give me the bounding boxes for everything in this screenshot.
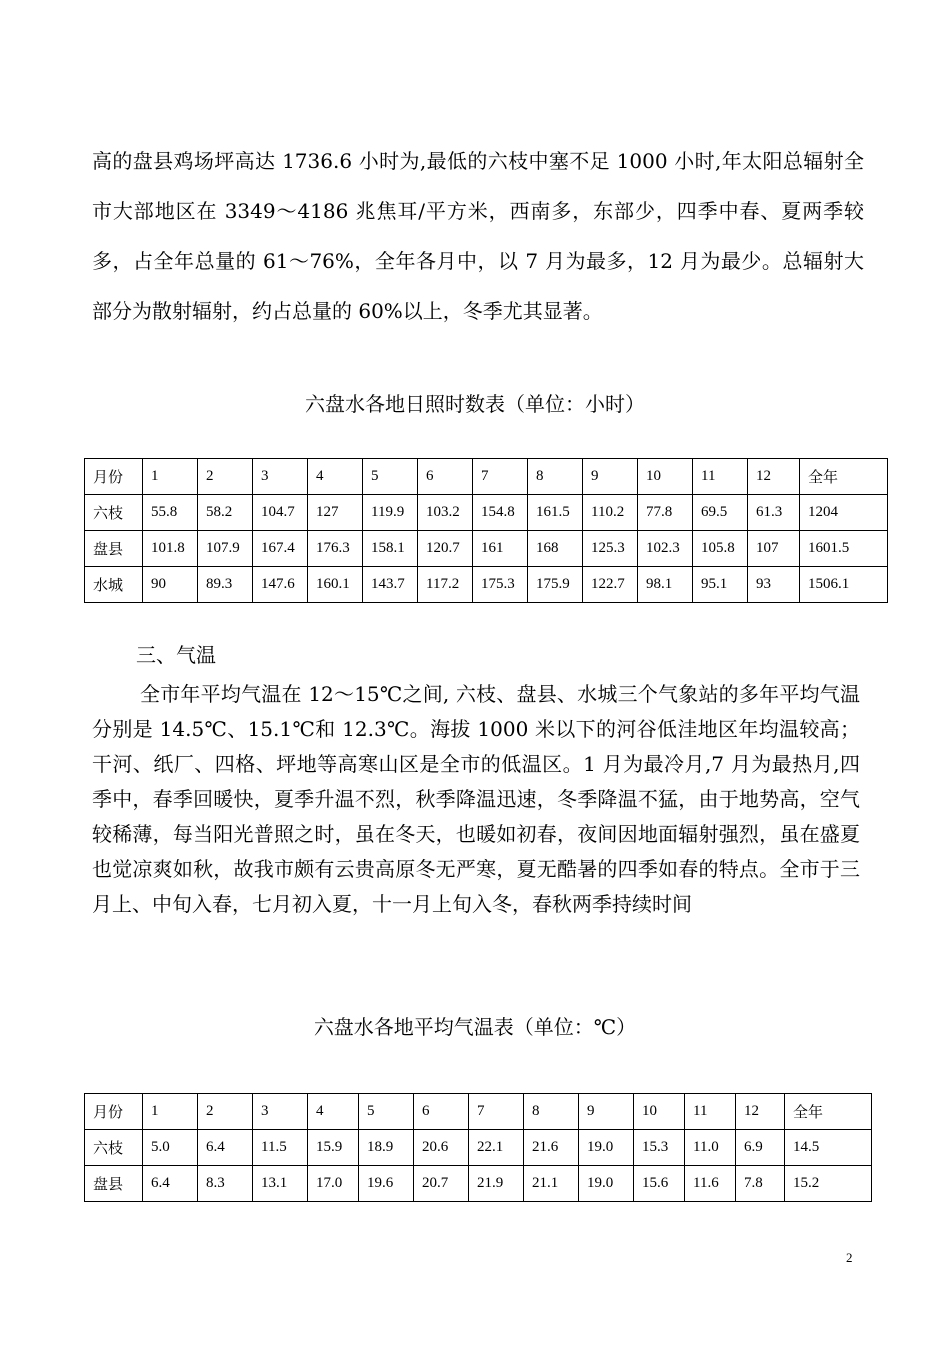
value-cell: 89.3 [198,567,253,603]
row-label-cell: 盘县 [85,1166,143,1202]
value-cell: 15.2 [785,1166,872,1202]
value-cell: 104.7 [253,495,308,531]
header-cell: 5 [363,459,418,495]
sunshine-table-body [85,459,888,603]
header-cell: 4 [308,1094,359,1130]
value-cell: 19.6 [359,1166,414,1202]
value-cell: 21.6 [524,1130,579,1166]
value-cell: 175.3 [473,567,528,603]
value-cell: 158.1 [363,531,418,567]
temperature-table [84,1093,872,1202]
temperature-table-body [85,1094,872,1202]
value-cell: 98.1 [638,567,693,603]
value-cell: 160.1 [308,567,363,603]
value-cell: 20.6 [414,1130,469,1166]
value-cell: 69.5 [693,495,748,531]
value-cell: 11.0 [685,1130,736,1166]
value-cell: 13.1 [253,1166,308,1202]
value-cell: 103.2 [418,495,473,531]
value-cell: 122.7 [583,567,638,603]
temperature-row [85,1130,872,1166]
value-cell: 22.1 [469,1130,524,1166]
header-cell: 12 [748,459,800,495]
value-cell: 161.5 [528,495,583,531]
value-cell: 120.7 [418,531,473,567]
value-cell: 21.9 [469,1166,524,1202]
value-cell: 125.3 [583,531,638,567]
header-cell: 1 [143,1094,198,1130]
value-cell: 15.6 [634,1166,685,1202]
value-cell: 55.8 [143,495,198,531]
value-cell: 11.5 [253,1130,308,1166]
value-cell: 90 [143,567,198,603]
temperature-row [85,1166,872,1202]
paragraph-temperature [92,677,860,922]
value-cell: 6.4 [198,1130,253,1166]
value-cell: 95.1 [693,567,748,603]
value-cell: 8.3 [198,1166,253,1202]
value-cell: 143.7 [363,567,418,603]
value-cell: 107.9 [198,531,253,567]
header-cell: 5 [359,1094,414,1130]
header-cell: 3 [253,459,308,495]
value-cell: 19.0 [579,1166,634,1202]
value-cell: 18.9 [359,1130,414,1166]
value-cell: 161 [473,531,528,567]
header-cell: 8 [528,459,583,495]
value-cell: 117.2 [418,567,473,603]
header-cell: 10 [634,1094,685,1130]
temperature-header-row [85,1094,872,1130]
paragraph-solar-radiation: 高的盘县鸡场坪高达 1736.6 小时为,最低的六枝中塞不足 1000 小时,年太阳总辐射全市大部地区在 3349～4186 兆焦耳/平方米，西南多，东部少，四季中春、夏两季较多，占全年总量的 61～76%，全年各月中，以 7 月为最多，12 月为最少。总辐射大部分为散射辐射，约占总量的 60%以上，冬季尤其显著。 [92,149,864,323]
value-cell: 119.9 [363,495,418,531]
header-cell: 12 [736,1094,785,1130]
value-cell: 110.2 [583,495,638,531]
value-cell: 15.3 [634,1130,685,1166]
header-cell: 7 [469,1094,524,1130]
sunshine-row [85,531,888,567]
value-cell: 19.0 [579,1130,634,1166]
value-cell: 20.7 [414,1166,469,1202]
value-cell: 5.0 [143,1130,198,1166]
sunshine-header-row [85,459,888,495]
sunshine-row [85,567,888,603]
header-cell: 2 [198,459,253,495]
value-cell: 107 [748,531,800,567]
value-cell: 147.6 [253,567,308,603]
paragraph-temperature-text: 全市年平均气温在 12～15℃之间, 六枝、盘县、水城三个气象站的多年平均气温分别是 14.5℃、15.1℃和 12.3℃。海拔 1000 米以下的河谷低洼地区年均温较高；干河、纸厂、四格、坪地等高寒山区是全市的低温区。1 月为最冷月,7 月为最热月,四季中，春季回暖快，夏季升温不烈，秋季降温迅速，冬季降温不猛，由于地势高，空气较稀薄，每当阳光普照之时，虽在冬天，也暖如初春，夜间因地面辐射强烈，虽在盛夏也觉凉爽如秋，故我市颇有云贵高原冬无严寒，夏无酷暑的四季如春的特点。全市于三月上、中旬入春，七月初入夏，十一月上旬入冬，春秋两季持续时间 [92,682,860,916]
value-cell: 6.9 [736,1130,785,1166]
header-cell: 7 [473,459,528,495]
value-cell: 105.8 [693,531,748,567]
header-cell: 3 [253,1094,308,1130]
header-cell: 4 [308,459,363,495]
header-cell: 8 [524,1094,579,1130]
value-cell: 6.4 [143,1166,198,1202]
row-label-cell: 六枝 [85,495,143,531]
value-cell: 1601.5 [800,531,888,567]
value-cell: 101.8 [143,531,198,567]
value-cell: 175.9 [528,567,583,603]
header-cell: 1 [143,459,198,495]
value-cell: 167.4 [253,531,308,567]
header-cell: 9 [579,1094,634,1130]
value-cell: 14.5 [785,1130,872,1166]
value-cell: 102.3 [638,531,693,567]
value-cell: 21.1 [524,1166,579,1202]
value-cell: 93 [748,567,800,603]
header-cell: 9 [583,459,638,495]
header-cell: 11 [685,1094,736,1130]
header-cell: 月份 [85,459,143,495]
header-cell: 全年 [785,1094,872,1130]
header-cell: 11 [693,459,748,495]
sunshine-table [84,458,888,603]
value-cell: 77.8 [638,495,693,531]
header-cell: 6 [418,459,473,495]
page-number: 2 [846,1250,853,1265]
row-label-cell: 水城 [85,567,143,603]
section-heading-temperature: 三、气温 [136,643,216,667]
header-cell: 2 [198,1094,253,1130]
value-cell: 58.2 [198,495,253,531]
value-cell: 7.8 [736,1166,785,1202]
sunshine-row [85,495,888,531]
value-cell: 1204 [800,495,888,531]
value-cell: 1506.1 [800,567,888,603]
value-cell: 127 [308,495,363,531]
sunshine-table-caption: 六盘水各地日照时数表（单位：小时） [305,392,645,416]
value-cell: 168 [528,531,583,567]
value-cell: 154.8 [473,495,528,531]
header-cell: 月份 [85,1094,143,1130]
value-cell: 176.3 [308,531,363,567]
header-cell: 10 [638,459,693,495]
header-cell: 全年 [800,459,888,495]
value-cell: 15.9 [308,1130,359,1166]
temperature-table-caption: 六盘水各地平均气温表（单位：℃） [313,1015,637,1039]
header-cell: 6 [414,1094,469,1130]
value-cell: 17.0 [308,1166,359,1202]
row-label-cell: 六枝 [85,1130,143,1166]
row-label-cell: 盘县 [85,531,143,567]
value-cell: 61.3 [748,495,800,531]
value-cell: 11.6 [685,1166,736,1202]
